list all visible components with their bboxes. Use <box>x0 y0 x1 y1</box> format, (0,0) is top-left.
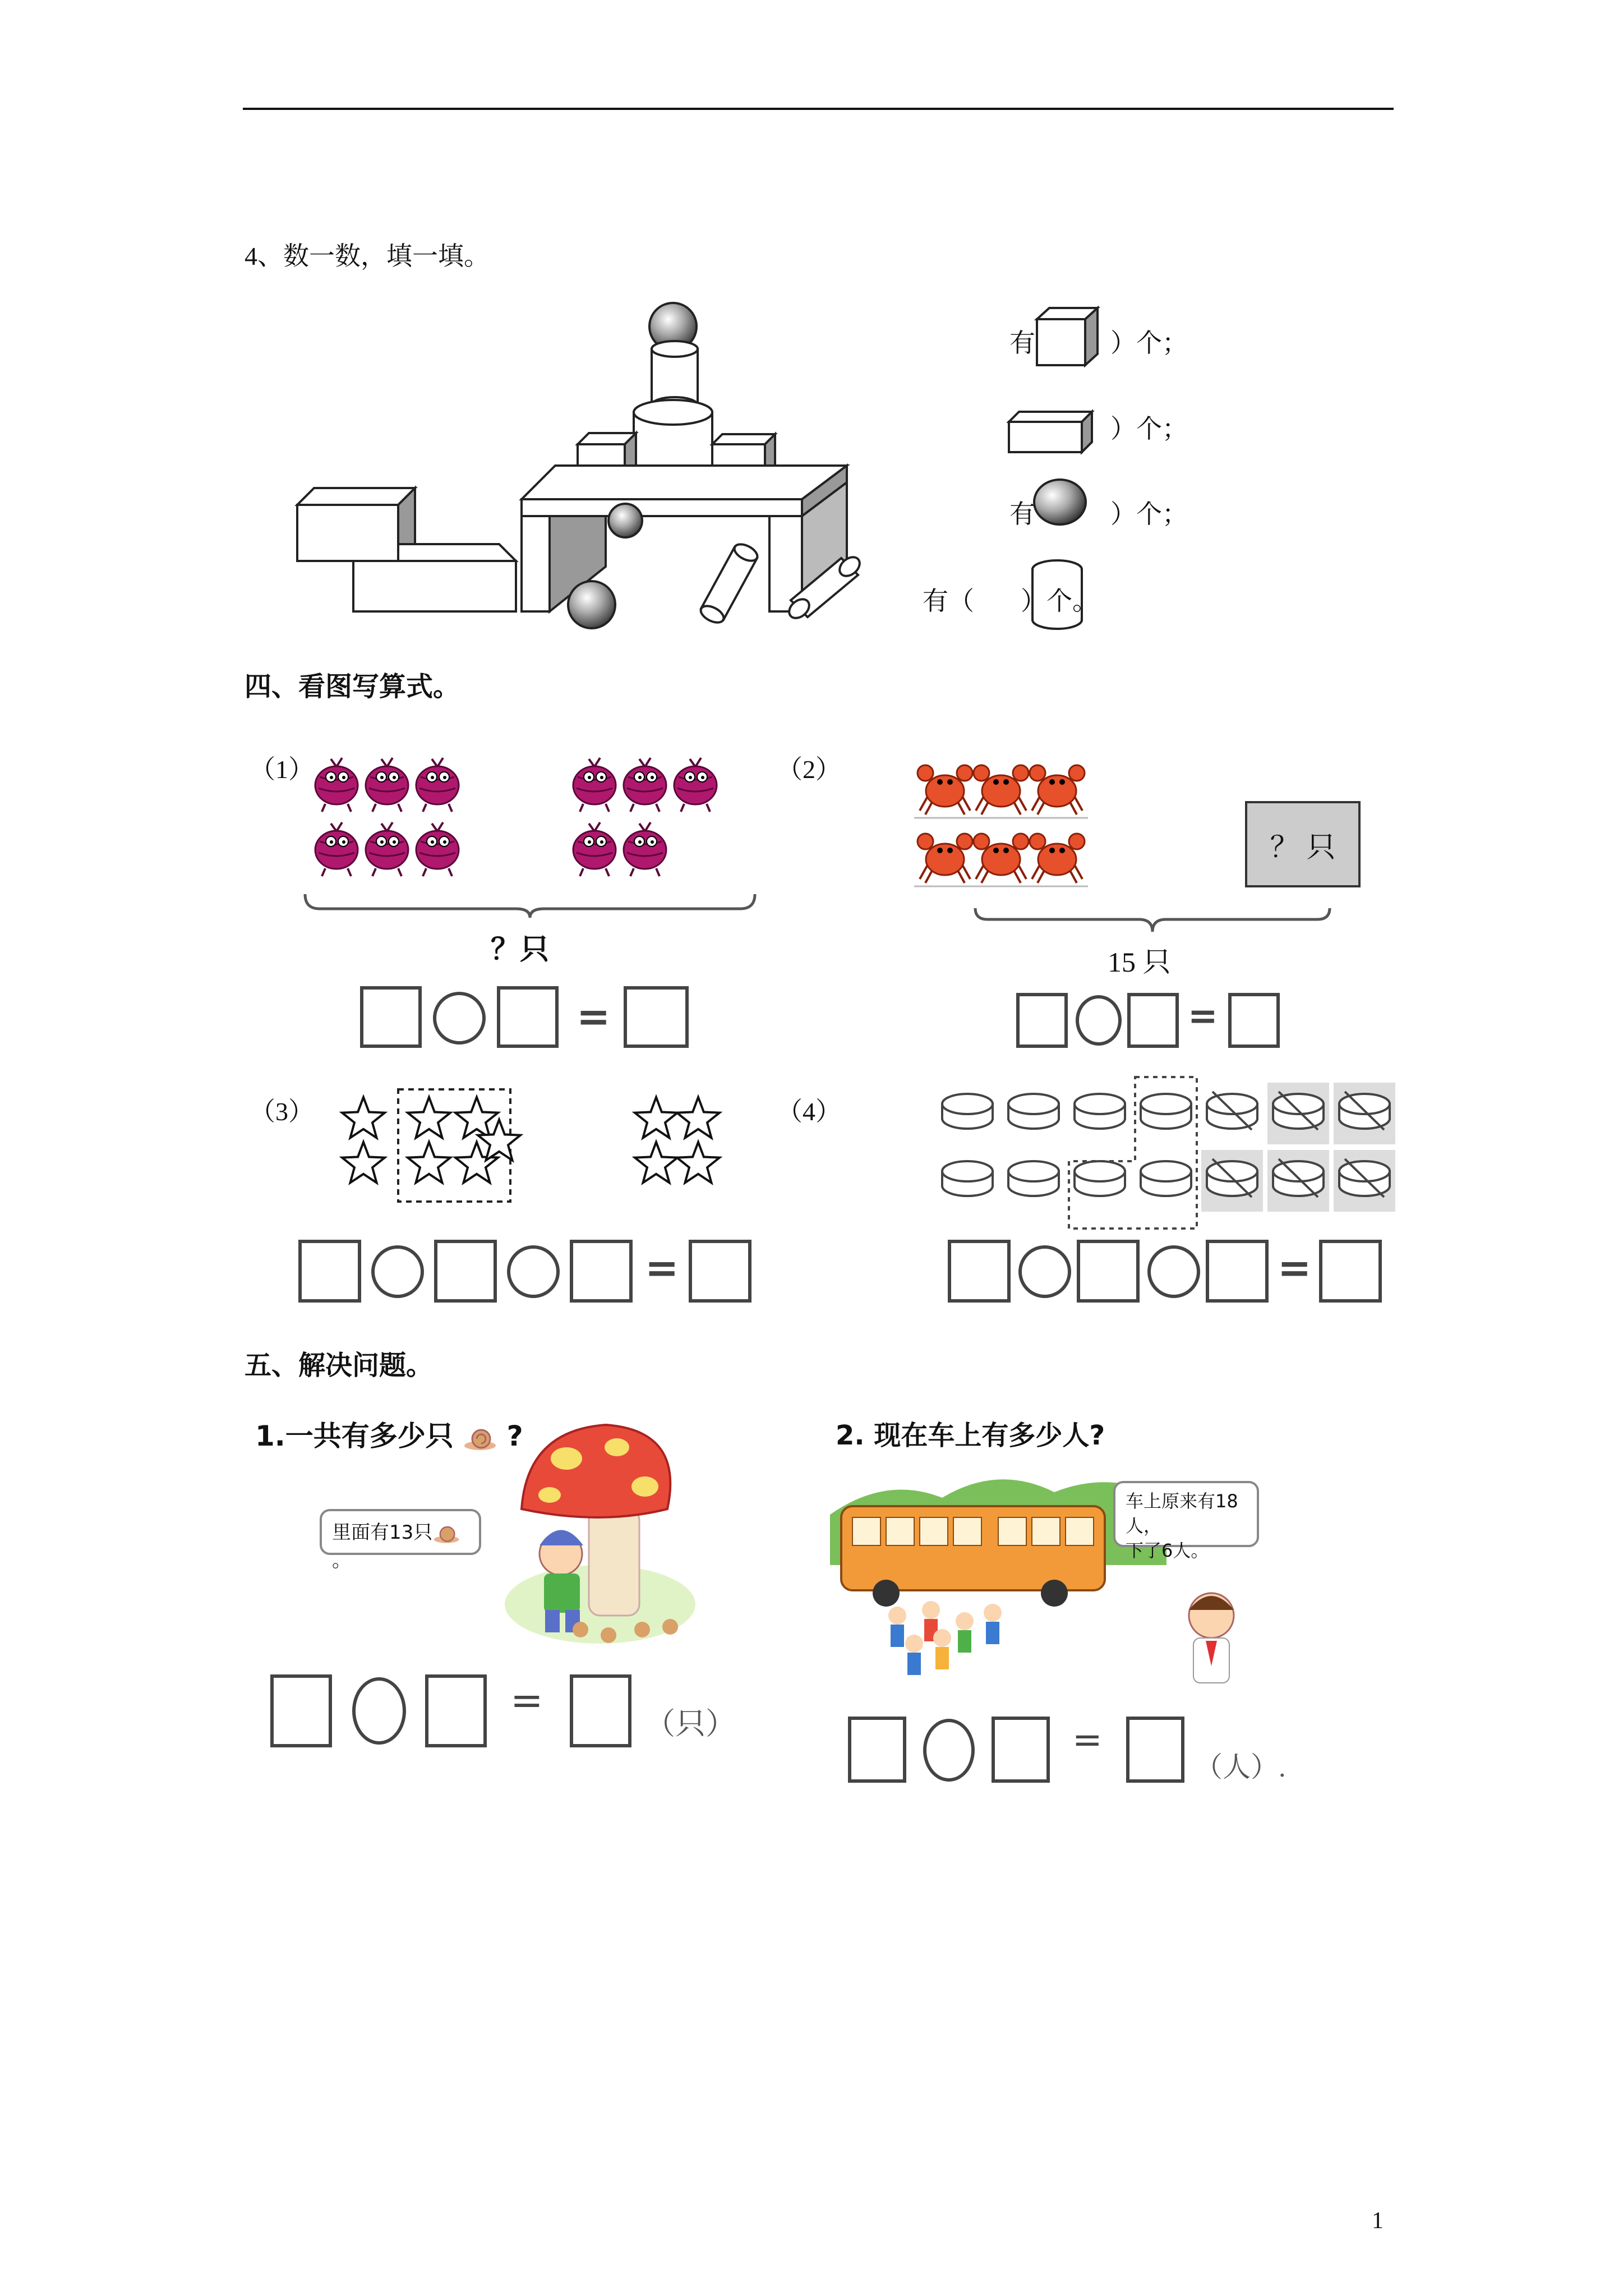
q2-answer-box-3[interactable] <box>1228 993 1280 1048</box>
q1-equals-sign: = <box>577 993 611 1040</box>
q1-brace <box>303 892 757 920</box>
count-line-cube-prefix: 有 <box>1009 329 1035 357</box>
q2-crab-5 <box>1030 834 1085 883</box>
p1-equals-sign: = <box>510 1677 543 1723</box>
q4-equals-sign: = <box>1278 1244 1312 1291</box>
q3-answer-box-3[interactable] <box>570 1240 633 1303</box>
p2-answer-box-3[interactable] <box>1126 1717 1184 1783</box>
q4-coin-r1-c1 <box>1008 1161 1059 1196</box>
part5-heading: 五、解决问题。 <box>245 1350 434 1381</box>
q1-label: （1） <box>250 755 314 784</box>
sphere-icon <box>1032 477 1088 527</box>
q2-equals-sign: = <box>1188 996 1218 1037</box>
q4-coin-r0-c2 <box>1075 1094 1125 1129</box>
snail-icon <box>463 1424 497 1452</box>
p1-operator-circle[interactable] <box>352 1677 406 1745</box>
q3-star-boxed-1 <box>455 1097 498 1138</box>
q3-operator-circle-2[interactable] <box>507 1245 560 1298</box>
q4-answer-box-4[interactable] <box>1319 1240 1382 1303</box>
q3-star-right-0 <box>635 1097 677 1138</box>
q2-crab-0 <box>917 765 972 815</box>
count-line-cuboid-suffix: ）个； <box>1110 415 1188 443</box>
q1-total-label: ？只 <box>491 933 550 967</box>
p1-speech-bubble <box>320 1509 481 1572</box>
q1-answer-box-3[interactable] <box>624 986 689 1048</box>
q4-coin-r1-c3 <box>1141 1161 1191 1196</box>
p2-answer-box-1[interactable] <box>848 1717 906 1783</box>
solids-figure <box>286 297 869 634</box>
q1-creature-left-0 <box>315 758 358 812</box>
q2-crab-1 <box>974 765 1029 815</box>
p1-answer-box-3[interactable] <box>570 1674 631 1747</box>
cube-icon <box>1035 306 1102 367</box>
count-line-cylinder-prefix: 有（ <box>923 587 974 615</box>
p1-bubble-end: 。 <box>332 1549 351 1572</box>
p2-bubble-line1: 车上原来有18人， <box>1126 1490 1238 1536</box>
p2-operator-circle[interactable] <box>923 1719 975 1782</box>
q1-answer-box-1[interactable] <box>360 986 422 1048</box>
q4-answer-box-2[interactable] <box>1077 1240 1140 1303</box>
q2-answer-box-1[interactable] <box>1016 993 1068 1048</box>
q1-creature-left-4 <box>366 822 408 876</box>
q3-label: （3） <box>250 1097 314 1126</box>
p1-bubble-text: 里面有13只 <box>332 1521 433 1544</box>
q2-crab-2 <box>1030 765 1085 815</box>
q3-star-right-2 <box>635 1142 677 1182</box>
q2-brace <box>973 906 1332 934</box>
q2-crab-3 <box>917 834 972 883</box>
header-rule <box>243 108 1394 110</box>
q1-creature-left-3 <box>315 822 358 876</box>
q2-crabs <box>914 752 1094 892</box>
q4-coins <box>937 1077 1413 1234</box>
q1-figures <box>303 752 751 898</box>
q3-star-boxed-0 <box>408 1097 450 1138</box>
count-line-sphere-suffix: ）个； <box>1110 500 1188 528</box>
q3-star-right-1 <box>677 1097 720 1138</box>
q1-creature-left-5 <box>416 822 459 876</box>
p1-answer-box-1[interactable] <box>270 1674 332 1747</box>
mushroom-boy-illustration <box>505 1414 701 1649</box>
cuboid-icon <box>1007 409 1096 454</box>
q3-star-right-3 <box>677 1142 720 1182</box>
q3-star-boxed-2 <box>408 1142 450 1182</box>
q4-coin-r1-c2 <box>1075 1161 1125 1196</box>
snail-icon <box>432 1522 460 1545</box>
q2-label: （2） <box>777 755 841 784</box>
q1-creature-right-2 <box>674 758 717 812</box>
q4-operator-circle-2[interactable] <box>1147 1245 1200 1298</box>
q3-star-left-0 <box>342 1097 385 1138</box>
q3-operator-circle-1[interactable] <box>371 1245 424 1298</box>
q4-coin-r1-c0 <box>942 1161 993 1196</box>
q1-creature-right-3 <box>573 822 616 876</box>
p1-unit: （只） <box>645 1707 736 1741</box>
p2-bubble-line2: 下了6人。 <box>1126 1540 1209 1561</box>
q2-operator-circle[interactable] <box>1076 995 1122 1046</box>
q1-creature-right-0 <box>573 758 616 812</box>
q1-operator-circle[interactable] <box>433 992 486 1045</box>
q2-total-label: 15 只 <box>1108 946 1171 978</box>
count-line-cube-suffix: ）个； <box>1110 329 1188 357</box>
q2-unknown-box <box>1245 801 1361 887</box>
q1-creature-left-2 <box>416 758 459 812</box>
q2-unknown-label: ？ 只 <box>1270 831 1336 864</box>
q4-answer-box-3[interactable] <box>1206 1240 1269 1303</box>
p1-title-text: 1.一共有多少只 <box>255 1420 454 1452</box>
q3-star-left-1 <box>342 1142 385 1182</box>
p1-title <box>255 1414 523 1454</box>
page-number: 1 <box>1372 2208 1384 2234</box>
part4-heading: 四、看图写算式。 <box>245 671 460 702</box>
q3-answer-box-1[interactable] <box>298 1240 361 1303</box>
q3-stars <box>336 1083 729 1212</box>
q2-crab-4 <box>974 834 1029 883</box>
p2-equals-sign: = <box>1072 1719 1103 1761</box>
count-line-cylinder-suffix: ）个。 <box>1021 587 1098 615</box>
q4-label: （4） <box>777 1097 841 1126</box>
count-line-sphere-prefix: 有 <box>1009 500 1035 528</box>
p2-unit: （人）. <box>1195 1751 1286 1783</box>
p1-answer-box-2[interactable] <box>425 1674 487 1747</box>
q4-coin-r0-c0 <box>942 1094 993 1129</box>
p2-title: 2. 现在车上有多少人? <box>836 1420 1105 1451</box>
q2-answer-box-2[interactable] <box>1127 993 1179 1048</box>
q4-coin-r0-c3 <box>1141 1094 1191 1129</box>
q1-creature-right-4 <box>624 822 666 876</box>
q1-creature-right-1 <box>624 758 666 812</box>
q1-creature-left-1 <box>366 758 408 812</box>
p2-answer-box-2[interactable] <box>992 1717 1050 1783</box>
p2-speech-bubble <box>1113 1481 1259 1561</box>
section4-heading: 4、数一数，填一填。 <box>245 242 490 270</box>
p1-title-end: ? <box>506 1420 523 1452</box>
q1-answer-box-2[interactable] <box>497 986 559 1048</box>
q3-answer-box-2[interactable] <box>434 1240 497 1303</box>
q3-answer-box-4[interactable] <box>689 1240 751 1303</box>
q3-equals-sign: = <box>645 1244 679 1291</box>
q4-operator-circle-1[interactable] <box>1018 1245 1071 1298</box>
q4-answer-box-1[interactable] <box>948 1240 1011 1303</box>
q4-coin-r0-c1 <box>1008 1094 1059 1129</box>
